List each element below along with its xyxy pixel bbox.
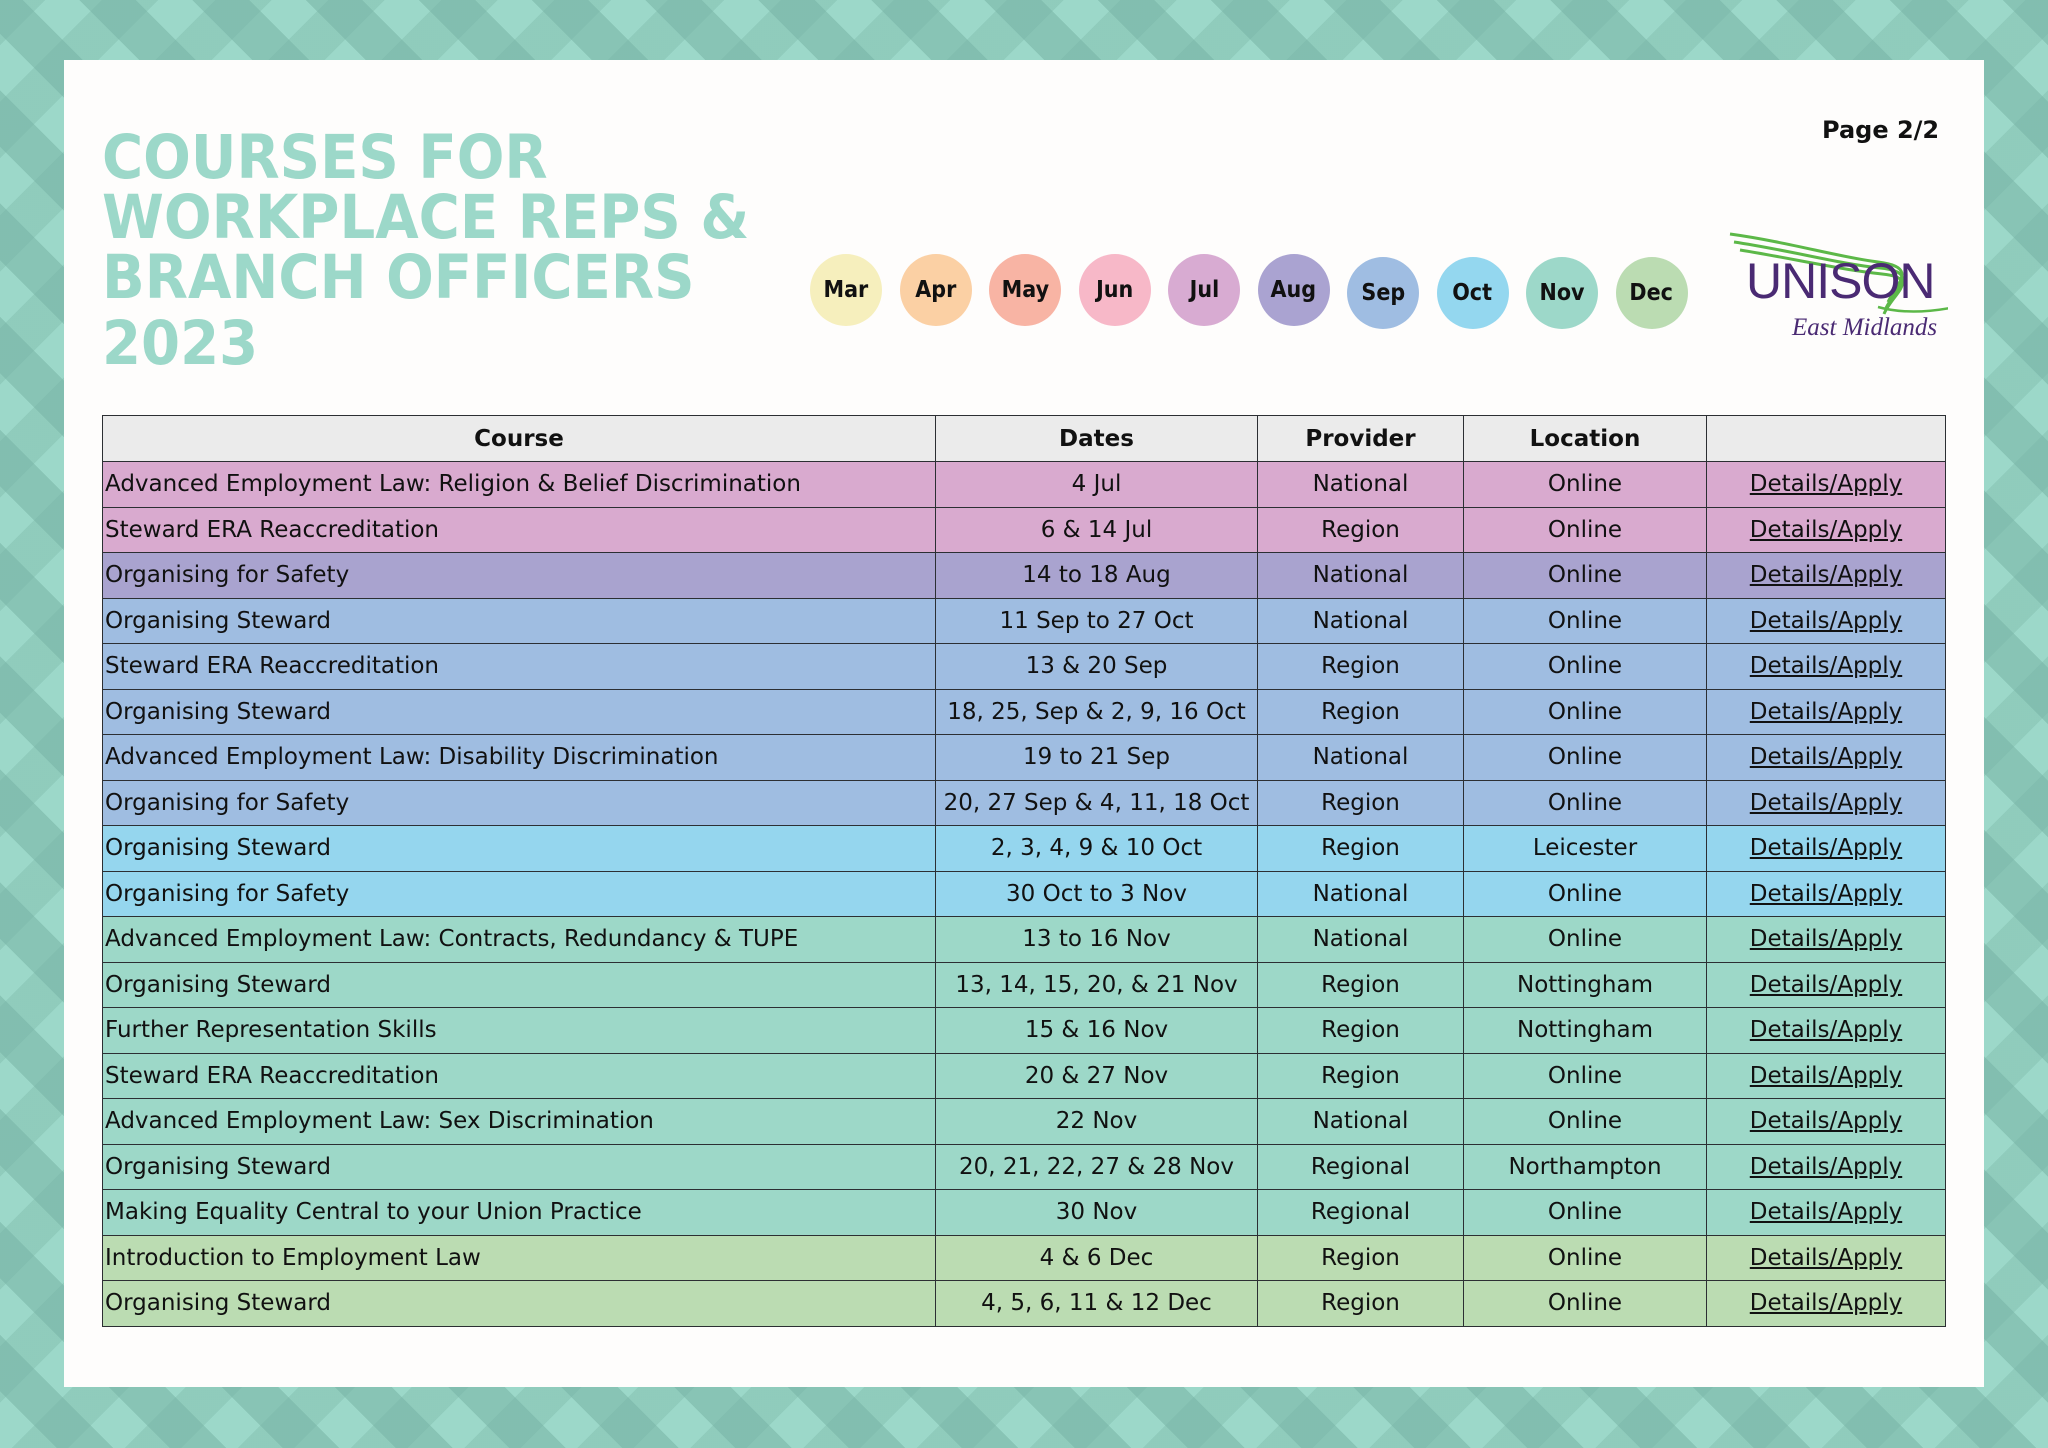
- month-badge-sep: [1347, 257, 1419, 329]
- page-indicator: Page 2/2: [1822, 116, 1940, 144]
- header-action: [1707, 416, 1946, 462]
- dates-cell: 19 to 21 Sep: [936, 735, 1258, 781]
- details-apply-link[interactable]: Details/Apply: [1749, 1108, 1903, 1135]
- action-cell: [1707, 507, 1946, 553]
- course-cell: Advanced Employment Law: Religion & Belief Discrimination: [103, 462, 936, 508]
- dates-cell: 15 & 16 Nov: [936, 1008, 1258, 1054]
- table-row: [103, 1281, 1946, 1327]
- provider-cell: Region: [1258, 689, 1464, 735]
- course-cell: Organising Steward: [103, 689, 936, 735]
- dates-cell: 4, 5, 6, 11 & 12 Dec: [936, 1281, 1258, 1327]
- provider-cell: National: [1258, 553, 1464, 599]
- action-cell: [1707, 1235, 1946, 1281]
- action-cell: [1707, 644, 1946, 690]
- logo-wordmark: UNISON: [1746, 253, 1935, 309]
- month-label: Apr: [914, 277, 957, 303]
- location-cell: Online: [1464, 917, 1707, 963]
- action-cell: [1707, 1008, 1946, 1054]
- location-cell: Nottingham: [1464, 962, 1707, 1008]
- dates-cell: 4 & 6 Dec: [936, 1235, 1258, 1281]
- table-row: [103, 1099, 1946, 1145]
- course-cell: Steward ERA Reaccreditation: [103, 644, 936, 690]
- provider-cell: Regional: [1258, 1190, 1464, 1236]
- provider-cell: National: [1258, 462, 1464, 508]
- month-badge-oct: [1437, 257, 1509, 329]
- course-cell: Advanced Employment Law: Contracts, Redundancy & TUPE: [103, 917, 936, 963]
- table-row: [103, 1053, 1946, 1099]
- details-apply-link[interactable]: Details/Apply: [1749, 789, 1903, 816]
- table-row: [103, 735, 1946, 781]
- details-apply-link[interactable]: Details/Apply: [1749, 653, 1903, 680]
- provider-cell: National: [1258, 871, 1464, 917]
- table-row: [103, 962, 1946, 1008]
- course-cell: Organising Steward: [103, 1144, 936, 1190]
- title-line: COURSES FOR: [102, 122, 548, 193]
- location-cell: Online: [1464, 1099, 1707, 1145]
- month-label: Jun: [1095, 277, 1134, 303]
- location-cell: Online: [1464, 871, 1707, 917]
- course-cell: Organising for Safety: [103, 871, 936, 917]
- month-color-legend: [810, 254, 1688, 329]
- action-cell: [1707, 1099, 1946, 1145]
- location-cell: Online: [1464, 507, 1707, 553]
- provider-cell: Region: [1258, 507, 1464, 553]
- action-cell: [1707, 780, 1946, 826]
- logo-subtitle: East Midlands: [1792, 314, 1938, 341]
- action-cell: [1707, 1144, 1946, 1190]
- provider-cell: Region: [1258, 1008, 1464, 1054]
- table-row: [103, 1144, 1946, 1190]
- course-cell: Making Equality Central to your Union Practice: [103, 1190, 936, 1236]
- location-cell: Online: [1464, 1235, 1707, 1281]
- location-cell: Northampton: [1464, 1144, 1707, 1190]
- header-provider: Provider: [1258, 416, 1464, 462]
- table-header-row: [103, 416, 1946, 462]
- action-cell: [1707, 917, 1946, 963]
- location-cell: Online: [1464, 780, 1707, 826]
- action-cell: [1707, 1281, 1946, 1327]
- location-cell: Online: [1464, 644, 1707, 690]
- dates-cell: 30 Nov: [936, 1190, 1258, 1236]
- dates-cell: 22 Nov: [936, 1099, 1258, 1145]
- table-row: [103, 917, 1946, 963]
- header-dates: Dates: [936, 416, 1258, 462]
- table-row: [103, 780, 1946, 826]
- month-badge-aug: [1258, 254, 1330, 326]
- unison-logo: [1728, 222, 1948, 347]
- action-cell: [1707, 598, 1946, 644]
- details-apply-link[interactable]: Details/Apply: [1749, 562, 1903, 589]
- provider-cell: Region: [1258, 1053, 1464, 1099]
- dates-cell: 13 to 16 Nov: [936, 917, 1258, 963]
- table-row: [103, 826, 1946, 872]
- dates-cell: 13 & 20 Sep: [936, 644, 1258, 690]
- location-cell: Online: [1464, 1190, 1707, 1236]
- dates-cell: 30 Oct to 3 Nov: [936, 871, 1258, 917]
- dates-cell: 2, 3, 4, 9 & 10 Oct: [936, 826, 1258, 872]
- course-cell: Organising Steward: [103, 826, 936, 872]
- month-label: Sep: [1361, 280, 1405, 306]
- location-cell: Online: [1464, 1281, 1707, 1327]
- details-apply-link[interactable]: Details/Apply: [1749, 1199, 1903, 1226]
- action-cell: [1707, 1053, 1946, 1099]
- course-cell: Organising Steward: [103, 598, 936, 644]
- action-cell: [1707, 462, 1946, 508]
- title-line: BRANCH OFFICERS: [102, 242, 695, 313]
- course-cell: Steward ERA Reaccreditation: [103, 507, 936, 553]
- location-cell: Online: [1464, 553, 1707, 599]
- month-label: Jul: [1189, 277, 1219, 303]
- table-row: [103, 689, 1946, 735]
- details-apply-link[interactable]: Details/Apply: [1749, 880, 1903, 907]
- course-cell: Organising Steward: [103, 1281, 936, 1327]
- course-cell: Further Representation Skills: [103, 1008, 936, 1054]
- provider-cell: Region: [1258, 780, 1464, 826]
- action-cell: [1707, 826, 1946, 872]
- course-cell: Organising Steward: [103, 962, 936, 1008]
- dates-cell: 11 Sep to 27 Oct: [936, 598, 1258, 644]
- location-cell: Online: [1464, 1053, 1707, 1099]
- details-apply-link[interactable]: Details/Apply: [1749, 835, 1903, 862]
- location-cell: Nottingham: [1464, 1008, 1707, 1054]
- table-row: [103, 1235, 1946, 1281]
- month-label: Aug: [1270, 277, 1317, 303]
- dates-cell: 18, 25, Sep & 2, 9, 16 Oct: [936, 689, 1258, 735]
- dates-cell: 20, 27 Sep & 4, 11, 18 Oct: [936, 780, 1258, 826]
- details-apply-link[interactable]: Details/Apply: [1749, 1290, 1903, 1317]
- table-row: [103, 507, 1946, 553]
- month-badge-mar: [810, 254, 882, 326]
- details-apply-link[interactable]: Details/Apply: [1749, 1017, 1903, 1044]
- course-cell: Steward ERA Reaccreditation: [103, 1053, 936, 1099]
- table-row: [103, 598, 1946, 644]
- action-cell: [1707, 689, 1946, 735]
- month-label: Mar: [823, 277, 869, 303]
- month-badge-dec: [1616, 257, 1688, 329]
- table-row: [103, 644, 1946, 690]
- details-apply-link[interactable]: Details/Apply: [1749, 744, 1903, 771]
- month-badge-nov: [1526, 257, 1598, 329]
- location-cell: Online: [1464, 735, 1707, 781]
- provider-cell: Region: [1258, 826, 1464, 872]
- details-apply-link[interactable]: Details/Apply: [1749, 926, 1903, 953]
- dates-cell: 20 & 27 Nov: [936, 1053, 1258, 1099]
- dates-cell: 4 Jul: [936, 462, 1258, 508]
- table-row: [103, 462, 1946, 508]
- course-cell: Advanced Employment Law: Disability Discrimination: [103, 735, 936, 781]
- course-cell: Organising for Safety: [103, 553, 936, 599]
- dates-cell: 13, 14, 15, 20, & 21 Nov: [936, 962, 1258, 1008]
- table-row: [103, 871, 1946, 917]
- month-badge-apr: [900, 254, 972, 326]
- course-cell: Introduction to Employment Law: [103, 1235, 936, 1281]
- provider-cell: National: [1258, 735, 1464, 781]
- provider-cell: National: [1258, 598, 1464, 644]
- courses-table: [102, 415, 1946, 1327]
- provider-cell: Region: [1258, 962, 1464, 1008]
- dates-cell: 20, 21, 22, 27 & 28 Nov: [936, 1144, 1258, 1190]
- month-label: Oct: [1452, 280, 1493, 306]
- month-badge-may: [989, 254, 1061, 326]
- location-cell: Leicester: [1464, 826, 1707, 872]
- header-course: Course: [103, 416, 936, 462]
- location-cell: Online: [1464, 462, 1707, 508]
- details-apply-link[interactable]: Details/Apply: [1749, 1062, 1903, 1089]
- course-cell: Organising for Safety: [103, 780, 936, 826]
- provider-cell: Region: [1258, 1281, 1464, 1327]
- action-cell: [1707, 962, 1946, 1008]
- details-apply-link[interactable]: Details/Apply: [1749, 1153, 1903, 1180]
- table-row: [103, 1008, 1946, 1054]
- page-title: [102, 122, 750, 379]
- action-cell: [1707, 871, 1946, 917]
- details-apply-link[interactable]: Details/Apply: [1749, 471, 1903, 498]
- month-badge-jul: [1168, 254, 1240, 326]
- title-line: WORKPLACE REPS &: [102, 182, 750, 253]
- month-label: Nov: [1539, 280, 1585, 306]
- location-cell: Online: [1464, 689, 1707, 735]
- header-location: Location: [1464, 416, 1707, 462]
- month-badge-jun: [1079, 254, 1151, 326]
- month-label: Dec: [1629, 280, 1674, 306]
- provider-cell: Region: [1258, 644, 1464, 690]
- provider-cell: National: [1258, 917, 1464, 963]
- details-apply-link[interactable]: Details/Apply: [1749, 1244, 1903, 1271]
- dates-cell: 6 & 14 Jul: [936, 507, 1258, 553]
- course-cell: Advanced Employment Law: Sex Discrimination: [103, 1099, 936, 1145]
- dates-cell: 14 to 18 Aug: [936, 553, 1258, 599]
- provider-cell: Regional: [1258, 1144, 1464, 1190]
- action-cell: [1707, 553, 1946, 599]
- details-apply-link[interactable]: Details/Apply: [1749, 516, 1903, 543]
- table-row: [103, 1190, 1946, 1236]
- title-year: 2023: [102, 308, 259, 379]
- action-cell: [1707, 1190, 1946, 1236]
- details-apply-link[interactable]: Details/Apply: [1749, 607, 1903, 634]
- details-apply-link[interactable]: Details/Apply: [1749, 971, 1903, 998]
- table-row: [103, 553, 1946, 599]
- details-apply-link[interactable]: Details/Apply: [1749, 698, 1903, 725]
- provider-cell: Region: [1258, 1235, 1464, 1281]
- provider-cell: National: [1258, 1099, 1464, 1145]
- location-cell: Online: [1464, 598, 1707, 644]
- action-cell: [1707, 735, 1946, 781]
- month-label: May: [1001, 277, 1049, 303]
